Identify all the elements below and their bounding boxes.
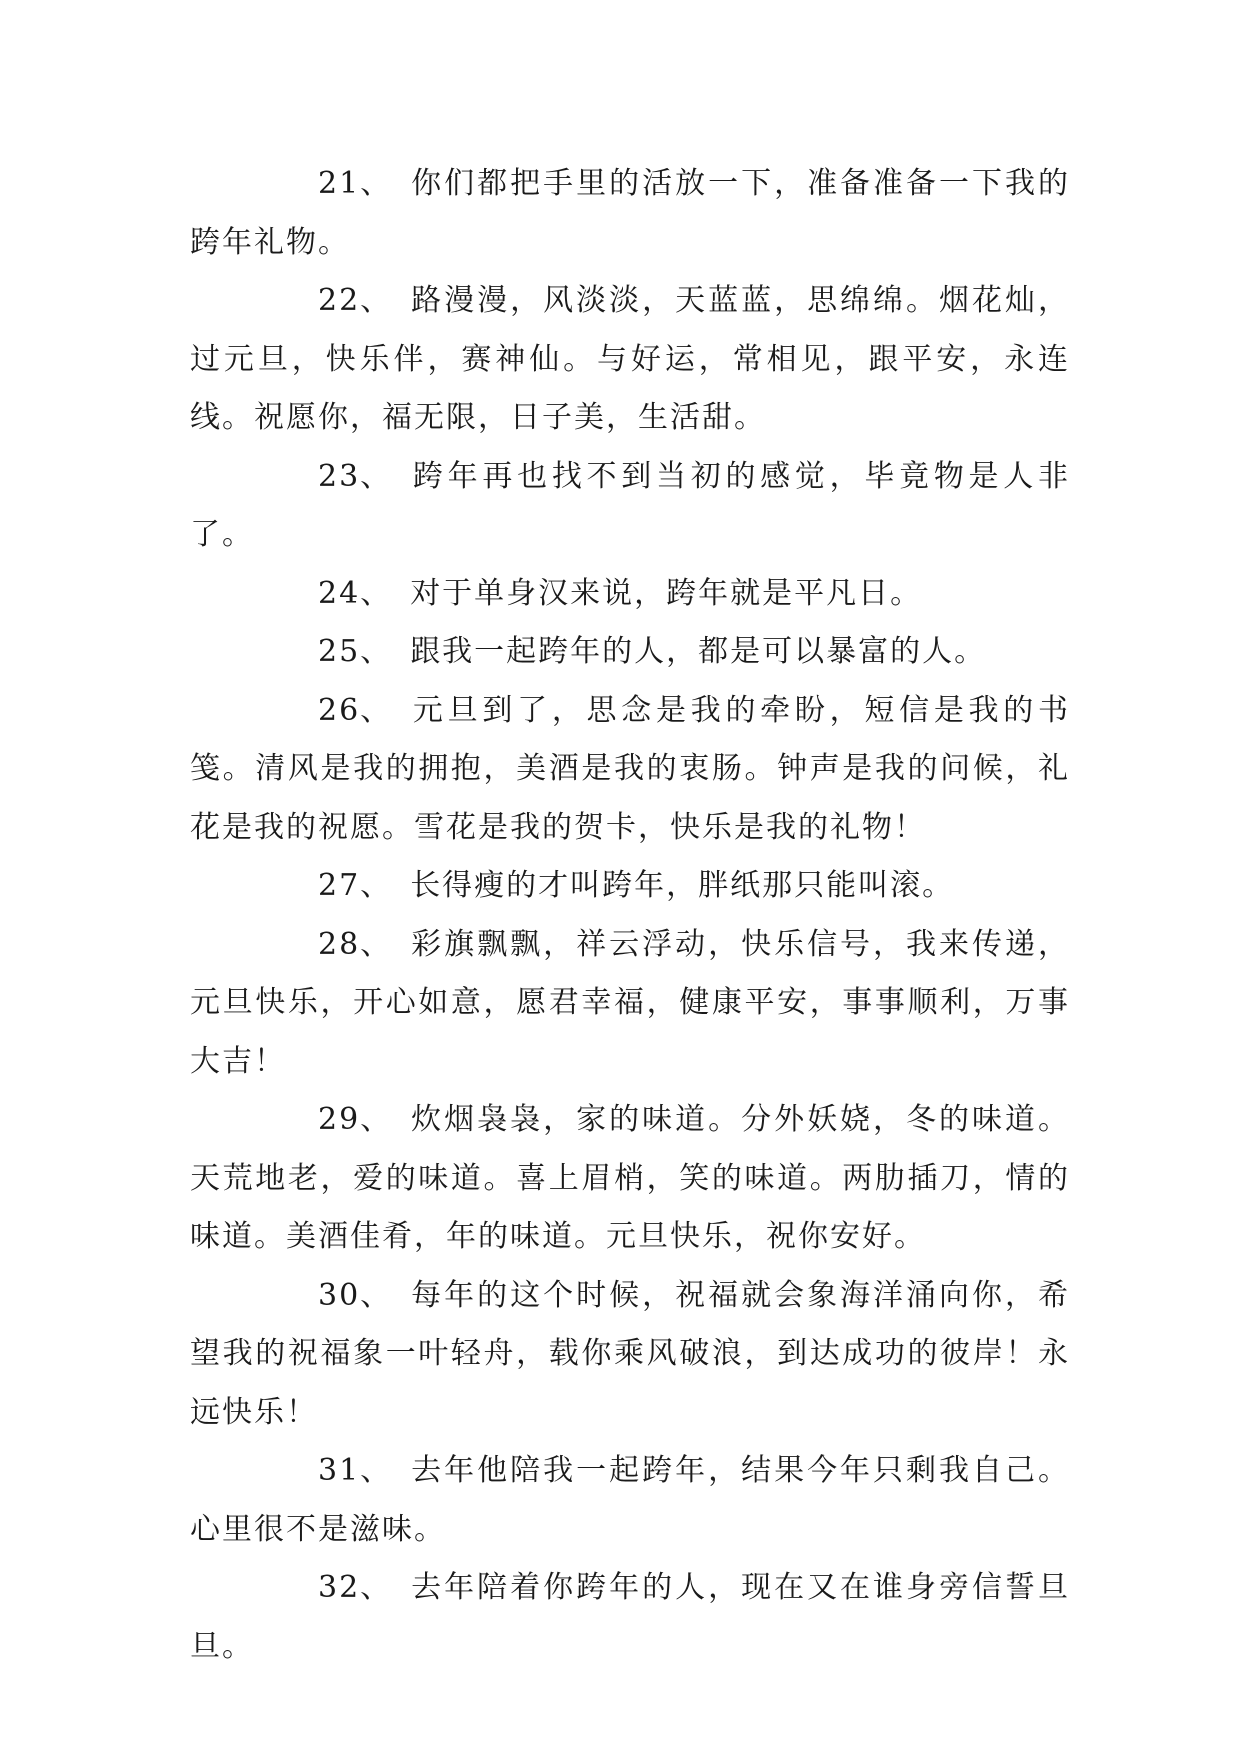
- list-item: [190, 857, 1070, 916]
- item-number: 29、: [318, 1102, 393, 1137]
- list-item: [190, 448, 1070, 565]
- item-text: 路漫漫，风淡淡，天蓝蓝，思绵绵。烟花灿，过元旦，快乐伴，赛神仙。与好运，常相见，跟平安，永连线。祝愿你，福无限，日子美，生活甜。: [190, 283, 1070, 435]
- item-text: 元旦到了，思念是我的牵盼，短信是我的书笺。清风是我的拥抱，美酒是我的衷肠。钟声是我的问候，礼花是我的祝愿。雪花是我的贺卡，快乐是我的礼物！: [190, 692, 1070, 845]
- item-number: 30、: [318, 1277, 393, 1313]
- item-number: 21、: [318, 166, 393, 201]
- item-number: 25、: [318, 634, 393, 669]
- item-text: 你们都把手里的活放一下，准备准备一下我的跨年礼物。: [190, 166, 1070, 260]
- item-number: 22、: [318, 283, 393, 318]
- item-text: 跨年再也找不到当初的感觉，毕竟物是人非了。: [190, 458, 1070, 552]
- list-item: [190, 1091, 1070, 1267]
- list-item: [190, 1267, 1070, 1443]
- list-item: [190, 916, 1070, 1092]
- item-number: 28、: [318, 926, 393, 962]
- item-number: 32、: [318, 1570, 393, 1605]
- list-item: [190, 1559, 1070, 1676]
- item-number: 24、: [318, 575, 393, 611]
- item-text: 每年的这个时候，祝福就会象海洋涌向你，希望我的祝福象一叶轻舟，载你乘风破浪，到达成功的彼岸！永远快乐！: [190, 1277, 1070, 1430]
- document-body: [190, 155, 1070, 1676]
- item-text: 去年他陪我一起跨年，结果今年只剩我自己。心里很不是滋味。: [190, 1453, 1070, 1547]
- item-text: 跟我一起跨年的人，都是可以暴富的人。: [410, 634, 987, 669]
- list-item: [190, 272, 1070, 448]
- list-item: [190, 155, 1070, 272]
- item-text: 对于单身汉来说，跨年就是平凡日。: [410, 575, 923, 611]
- item-number: 31、: [318, 1453, 393, 1488]
- item-text: 彩旗飘飘，祥云浮动，快乐信号，我来传递，元旦快乐，开心如意，愿君幸福，健康平安，事事顺利，万事大吉！: [190, 926, 1070, 1079]
- list-item: [190, 682, 1070, 858]
- item-text: 去年陪着你跨年的人，现在又在谁身旁信誓旦旦。: [190, 1570, 1070, 1664]
- item-text: 炊烟袅袅，家的味道。分外妖娆，冬的味道。天荒地老，爱的味道。喜上眉梢，笑的味道。两肋插刀，情的味道。美酒佳肴，年的味道。元旦快乐，祝你安好。: [190, 1102, 1070, 1254]
- list-item: [190, 565, 1070, 624]
- item-number: 27、: [318, 868, 393, 903]
- item-number: 23、: [318, 458, 393, 494]
- item-text: 长得瘦的才叫跨年，胖纸那只能叫滚。: [410, 868, 955, 903]
- item-number: 26、: [318, 692, 393, 728]
- list-item: [190, 623, 1070, 682]
- list-item: [190, 1442, 1070, 1559]
